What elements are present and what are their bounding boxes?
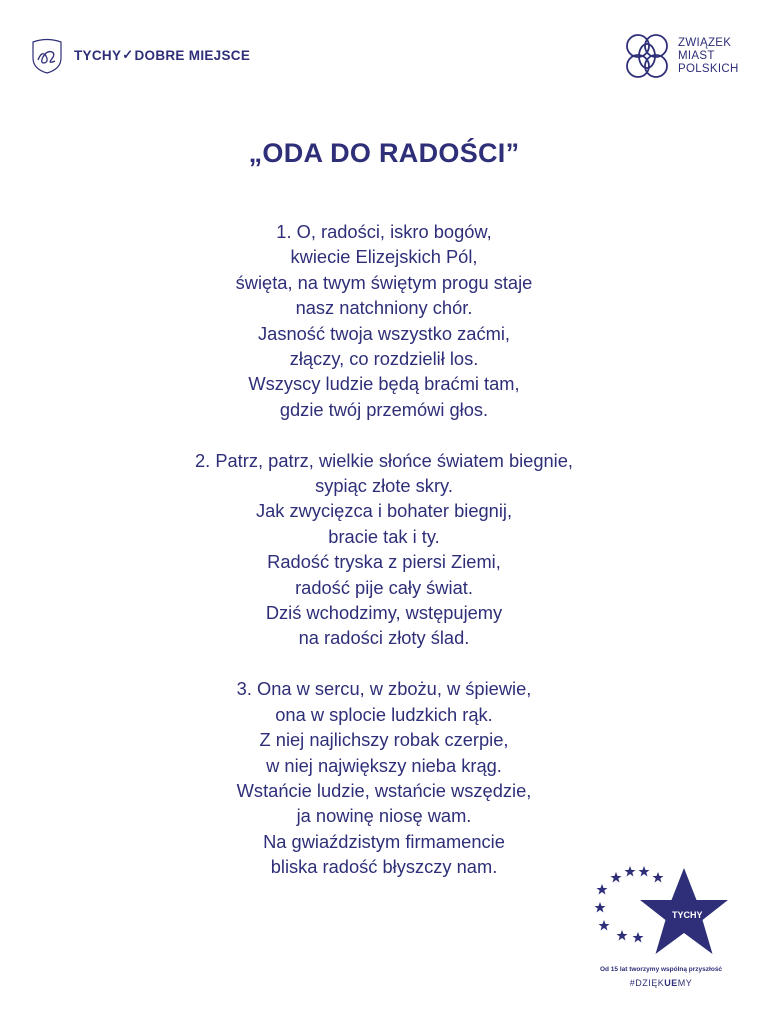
badge-hashtag [586, 978, 736, 988]
small-star-icon [653, 872, 664, 883]
hashtag-part-2: UE [664, 978, 678, 988]
poem-line: złączy, co rozdzielił los. [289, 348, 479, 370]
poem-line: święta, na twym świętym progu staje [235, 271, 533, 293]
poem-line: 1. O, radości, iskro bogów, [276, 221, 492, 242]
poem-line: bracie tak i ty. [328, 525, 440, 547]
poem-line: ona w splocie ludzkich rąk. [275, 703, 493, 725]
small-star-icon [595, 902, 606, 913]
hashtag-part-1: #DZIĘK [629, 978, 665, 988]
poem-line: sypiąc złote skry. [315, 475, 453, 497]
poem-line: nasz natchniony chór. [295, 297, 473, 319]
badge-star-label: TYCHY [672, 910, 703, 920]
stanza-3 [0, 676, 768, 879]
poem-line: ja nowinę niosę wam. [296, 805, 472, 827]
small-star-icon [639, 866, 650, 877]
checkmark-icon: ✓ [122, 47, 134, 62]
poem-line: na radości złoty ślad. [298, 627, 470, 649]
zmp-line-1: ZWIĄZEK [678, 36, 732, 49]
poem-line: kwiecie Elizejskich Pól, [290, 246, 478, 268]
badge-caption: Od 15 lat tworzymy wspólną przyszłość [599, 966, 723, 973]
poem-line: Wstańcie ludzie, wstańcie wszędzie, [236, 779, 532, 801]
small-star-icon [599, 920, 610, 931]
poem-title: „ODA DO RADOŚCI” [248, 138, 520, 168]
poem-line: Z niej najlichszy robak czerpie, [259, 729, 509, 751]
small-star-icon [617, 930, 628, 941]
poem-line: Wszyscy ludzie będą braćmi tam, [248, 373, 520, 395]
poem-line: 3. Ona w sercu, w zbożu, w śpiewie, [236, 678, 532, 700]
dobre-miejsce-word: DOBRE MIEJSCE [134, 47, 251, 63]
zmp-line-3: POLSKICH [678, 62, 739, 75]
poem-line: gdzie twój przemówi głos. [279, 398, 489, 420]
small-star-icon [611, 872, 622, 883]
zwiazek-miast-polskich-logo [622, 32, 739, 80]
stanza-1 [0, 219, 768, 422]
poem-line: 2. Patrz, patrz, wielkie słońce światem biegnie, [195, 449, 573, 471]
poem-line: Radość tryska z piersi Ziemi, [267, 551, 501, 573]
poem-body [0, 219, 768, 905]
tychy-wordmark [74, 47, 250, 63]
poem-line: Na gwiaździstym firmamencie [263, 830, 505, 852]
tychy-signature-icon [30, 36, 64, 74]
zwiazek-miast-polskich-knot-icon [622, 32, 672, 80]
small-star-icon [597, 884, 608, 895]
poem-line: radość pije cały świat. [295, 576, 473, 598]
hashtag-part-3: MY [677, 978, 693, 988]
stanza-2 [0, 448, 768, 651]
eu-star-badge-icon [586, 860, 736, 970]
small-star-icon [625, 866, 636, 877]
zmp-line-2: MIAST [678, 49, 715, 62]
poem-line: bliska radość błyszczy nam. [270, 856, 498, 878]
tychy-word: TYCHY [74, 47, 122, 63]
zmp-wordmark [678, 37, 739, 76]
poem-line: Jasność twoja wszystko zaćmi, [258, 322, 510, 344]
small-star-icon [633, 932, 644, 943]
poem-line: Dziś wchodzimy, wstępujemy [265, 602, 503, 624]
poem-line: Jak zwycięzca i bohater biegnij, [255, 500, 513, 522]
poem-line: w niej największy nieba krąg. [266, 754, 502, 776]
tychy-logo [30, 36, 250, 74]
